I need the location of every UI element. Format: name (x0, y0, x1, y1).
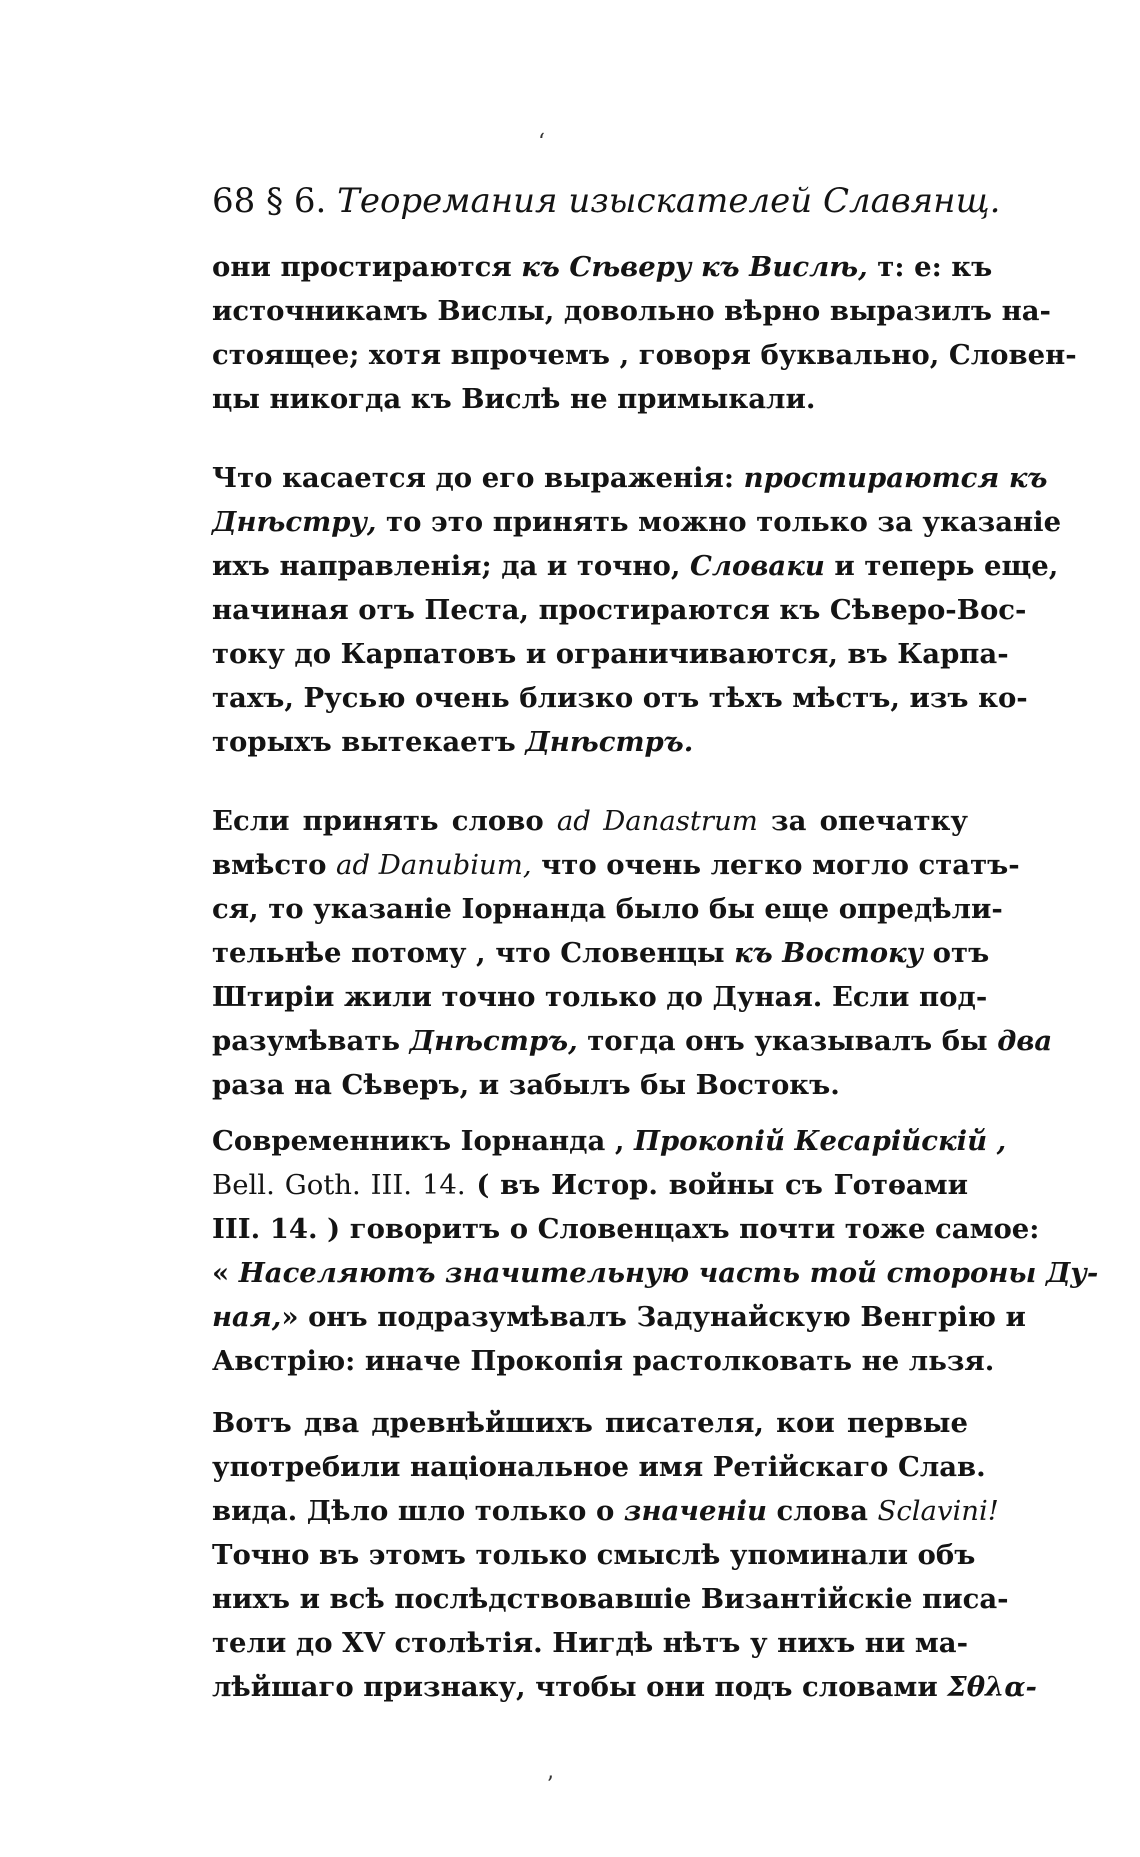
text-line: цы никогда къ Вислѣ не примыкали. (212, 383, 816, 415)
text-line: Днѣстру, то это принять можно только за указаніе (212, 506, 1062, 538)
text-line: III. 14. ) говоритъ о Словенцахъ почти тоже самое: (212, 1213, 1040, 1245)
text-line: Если принять слово ad Danastrum за опечатку (212, 805, 969, 837)
text-line: ная,» онъ подразумѣвалъ Задунайскую Венгрію и (212, 1301, 1026, 1333)
page-number: 68 (212, 181, 256, 221)
text-line: вмѣсто ad Danubium, что очень легко могло статъ- (212, 849, 1020, 881)
bottom-printer-mark: ʼ (546, 1773, 553, 1798)
running-header (212, 178, 1001, 224)
top-printer-mark: ‘ (538, 130, 545, 155)
section-number: § 6. (266, 181, 327, 221)
text-line: Точно въ этомъ только смыслѣ упоминали объ (212, 1539, 976, 1571)
text-line: « Населяютъ значительную часть той стороны Ду- (212, 1257, 1099, 1289)
text-line: источникамъ Вислы, довольно вѣрно выразилъ на- (212, 295, 1051, 327)
text-line: лѣйшаго признаку, чтобы они подъ словами Σθλα- (212, 1671, 1037, 1703)
text-line: стоящее; хотя впрочемъ , говоря буквально, Словен- (212, 339, 1077, 371)
text-line: раза на Сѣверъ, и забылъ бы Востокъ. (212, 1069, 840, 1101)
text-line: вида. Дѣло шло только о значеніи слова Sclavini! (212, 1495, 999, 1527)
text-line: тельнѣе потому , что Словенцы къ Востоку отъ (212, 937, 990, 969)
text-line: употребили національное имя Ретійскаго Слав. (212, 1451, 986, 1483)
text-line: току до Карпатовъ и ограничиваются, въ Карпа- (212, 638, 1009, 670)
header-title: Теоремания изыскателей Славянщ. (337, 181, 1001, 221)
text-line: тахъ, Русью очень близко отъ тѣхъ мѣстъ, изъ ко- (212, 682, 1028, 714)
text-line: начиная отъ Песта, простираются къ Сѣверо-Вос- (212, 594, 1027, 626)
text-line: тели до XV столѣтія. Нигдѣ нѣтъ у нихъ ни ма- (212, 1627, 968, 1659)
text-line: нихъ и всѣ послѣдствовавшіе Византійскіе писа- (212, 1583, 1009, 1615)
body-text (212, 245, 1099, 1709)
text-line: ихъ направленія; да и точно, Словаки и теперь еще, (212, 550, 1059, 582)
text-line: Австрію: иначе Прокопія растолковать не льзя. (212, 1345, 995, 1377)
text-line: Bell. Goth. III. 14. ( въ Истор. войны съ Готѳами (212, 1169, 968, 1201)
text-line: разумѣвать Днѣстръ, тогда онъ указывалъ бы два (212, 1025, 1053, 1057)
text-line: Вотъ два древнѣйшихъ писателя, кои первые (212, 1407, 968, 1439)
text-line: они простираются къ Сѣверу къ Вислѣ, т: е: къ (212, 251, 993, 283)
text-line: Современникъ Іорнанда , Прокопій Кесарійскій , (212, 1125, 1007, 1157)
text-line: ся, то указаніе Іорнанда было бы еще опредѣли- (212, 893, 1003, 925)
text-line: Что касается до его выраженія: простираются къ (212, 462, 1048, 494)
text-line: Штиріи жили точно только до Дуная. Если под- (212, 981, 988, 1013)
text-line: торыхъ вытекаетъ Днѣстръ. (212, 726, 694, 758)
